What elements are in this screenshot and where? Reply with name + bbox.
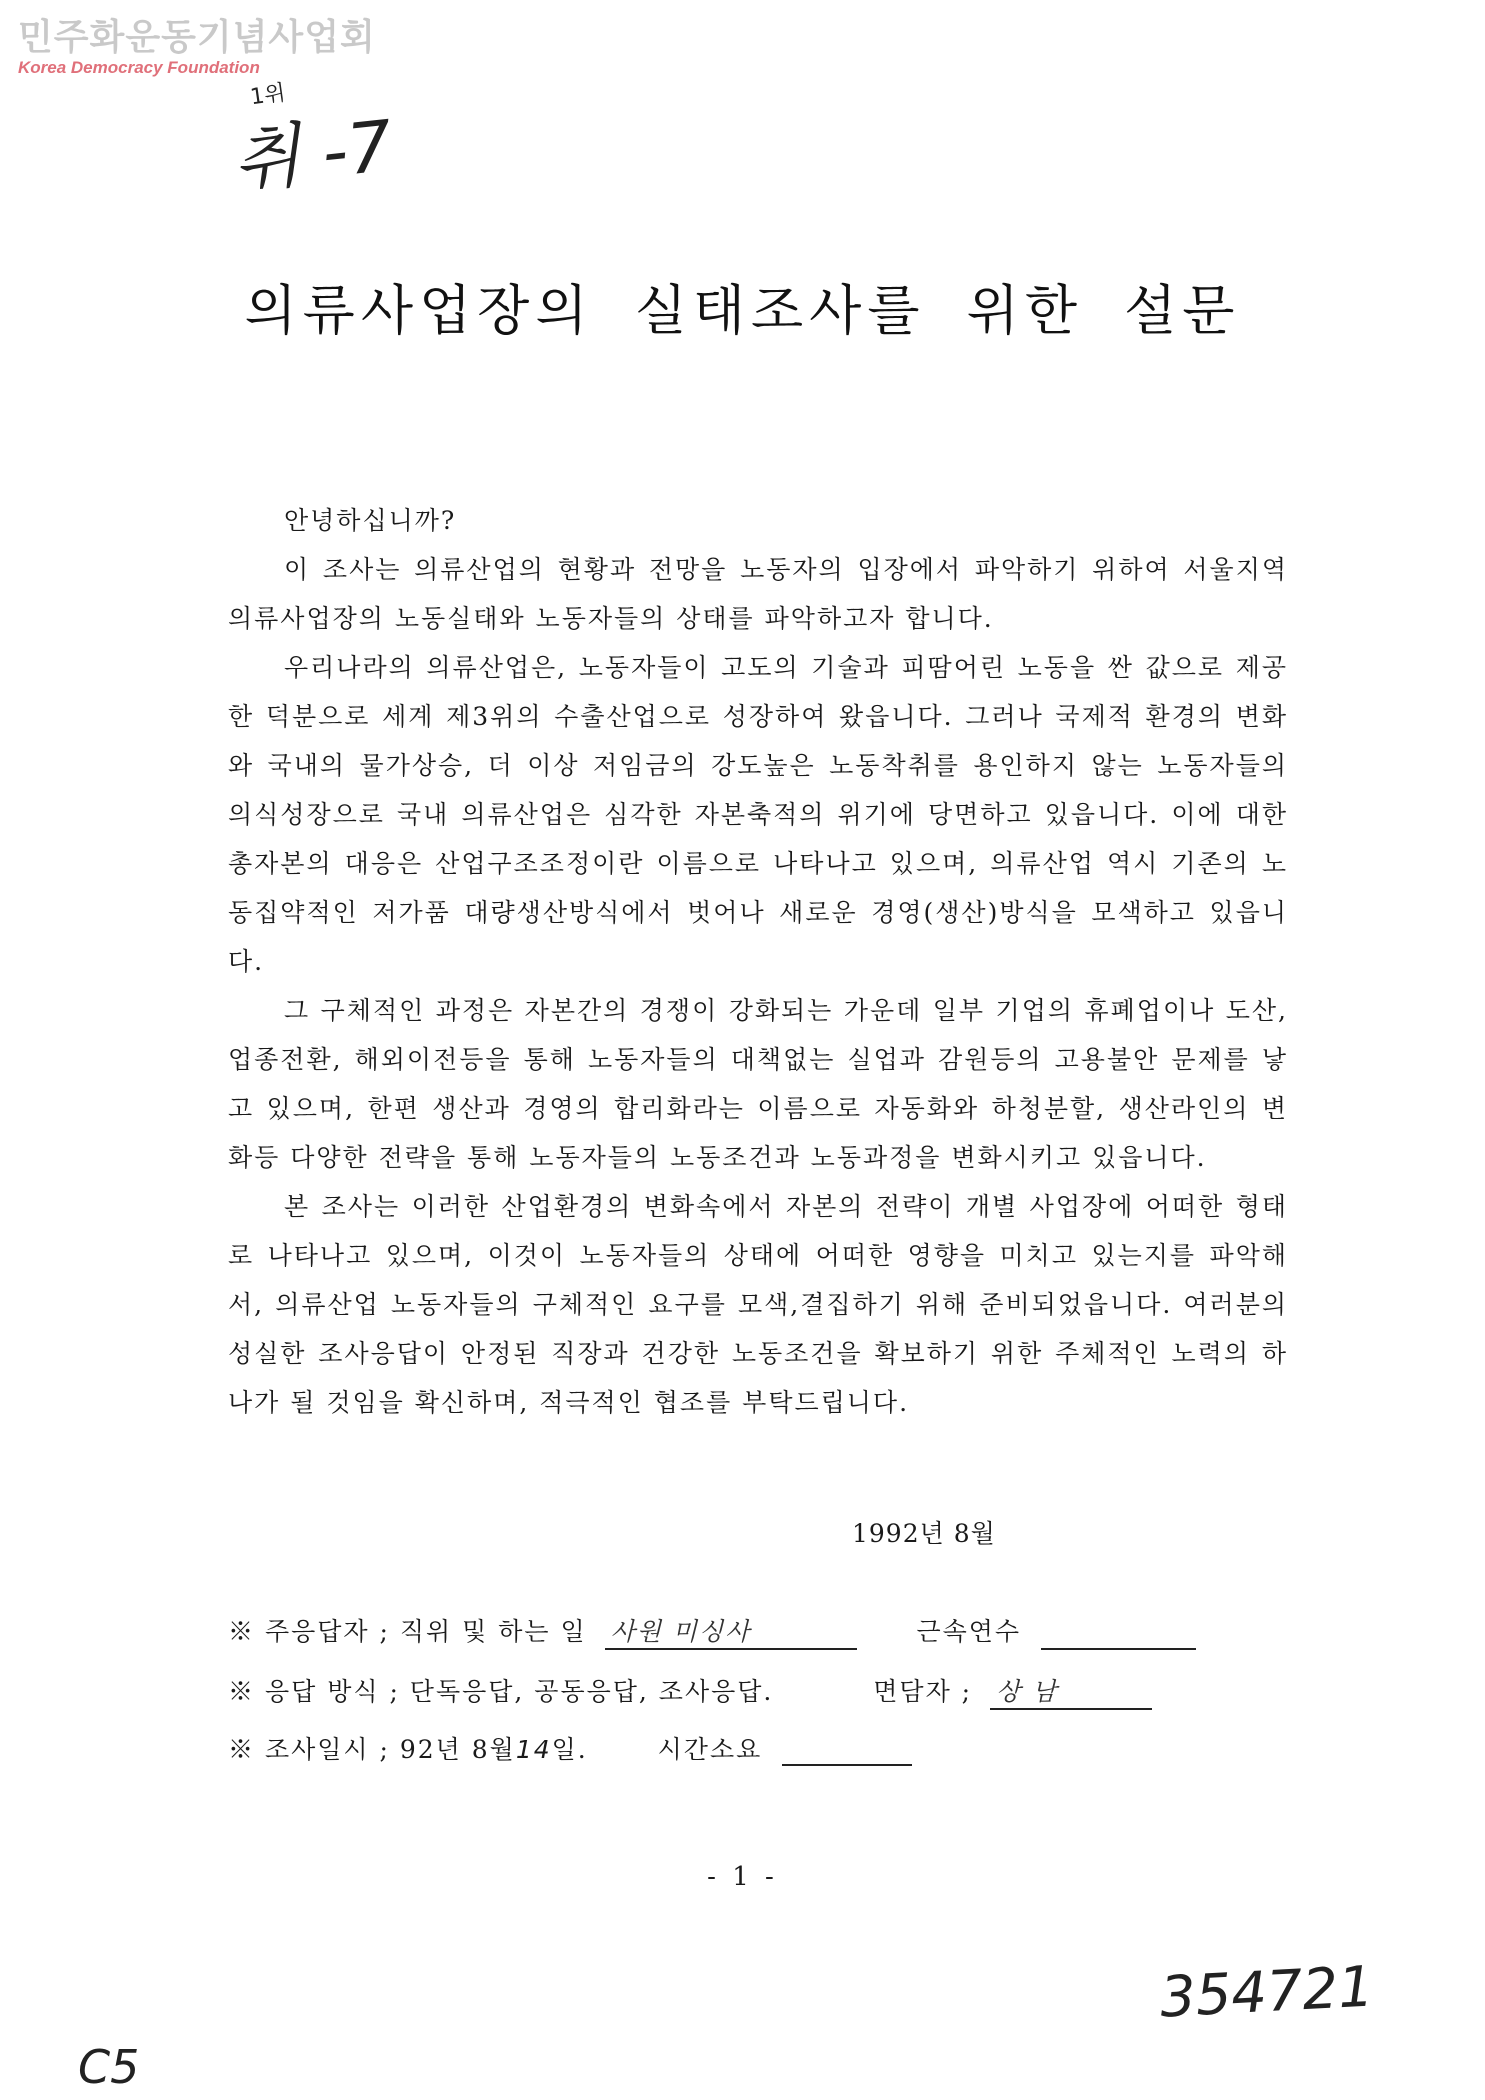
- duration-blank: [782, 1742, 912, 1766]
- tenure-blank: [1041, 1626, 1196, 1650]
- greeting: 안녕하십니까?: [284, 506, 457, 535]
- handwritten-top-mark: 취 -7: [228, 104, 397, 204]
- tenure-label: 근속연수: [916, 1617, 1022, 1646]
- document-title: 의류사업장의 실태조사를 위한 설문: [244, 279, 1241, 342]
- paragraph-4: 본 조사는 이러한 산업환경의 변화속에서 자본의 전략이 개별 사업장에 어떠한 형태로 나타나고 있으며, 이것이 노동자들의 상태에 어떠한 영향을 미치고 있는지를 파악해서, 의류산업 노동자들의 구체적인 요구를 모색,결집하기 위해 준비되었읍니다. 여러분의 성실한 조사응답이 안정된 직장과 건강한 노동조건을 확보하기 위한 주체적인 노력의 하나가 될 것임을 확신하며, 적극적인 협조를 부탁드립니다.: [228, 1192, 1288, 1417]
- foundation-watermark: [18, 18, 376, 78]
- respondent-value: 사원 미싱사: [605, 1612, 857, 1650]
- survey-date: 1992년 8월: [852, 1519, 996, 1548]
- respondent-row: [228, 1612, 1196, 1650]
- letter-body: [228, 496, 1288, 1427]
- paragraph-3: 그 구체적인 과정은 자본간의 경쟁이 강화되는 가운데 일부 기업의 휴폐업이나 도산, 업종전환, 해외이전등을 통해 노동자들의 대책없는 실업과 감원등의 고용불안 문제를 낳고 있으며, 한편 생산과 경영의 합리화라는 이름으로 자동화와 하청분할, 생산라인의 변화등 다양한 전략을 통해 노동자들의 노동조건과 노동과정을 변화시키고 있읍니다.: [228, 996, 1288, 1172]
- survey-date-suffix: 일.: [551, 1735, 588, 1764]
- survey-date-day: 14: [515, 1735, 552, 1764]
- watermark-english: Korea Democracy Foundation: [18, 58, 260, 77]
- handwritten-corner-mark: C5: [78, 2040, 140, 2094]
- method-row: [228, 1672, 1152, 1710]
- duration-label: 시간소요: [657, 1735, 763, 1764]
- survey-date-row: [228, 1730, 912, 1766]
- method-label: ※ 응답 방식 ; 단독응답, 공동응답, 조사응답.: [228, 1677, 774, 1706]
- respondent-label: ※ 주응답자 ; 직위 및 하는 일: [228, 1617, 587, 1646]
- handwritten-archive-number: 354721: [1158, 1954, 1376, 2031]
- watermark-korean: 민주화운동기념사업회: [18, 17, 376, 58]
- paragraph-2: 우리나라의 의류산업은, 노동자들이 고도의 기술과 피땀어린 노동을 싼 값으로 제공한 덕분으로 세계 제3위의 수출산업으로 성장하여 왔읍니다. 그러나 국제적 환경의 변화와 국내의 물가상승, 더 이상 저임금의 강도높은 노동착취를 용인하지 않는 노동자들의 의식성장으로 국내 의류산업은 심각한 자본축적의 위기에 당면하고 있읍니다. 이에 대한 총자본의 대응은 산업구조조정이란 이름으로 나타나고 있으며, 의류산업 역시 기존의 노동집약적인 저가품 대량생산방식에서 벗어나 새로운 경영(생산)방식을 모색하고 있읍니다.: [228, 653, 1288, 976]
- page-number: - 1 -: [707, 1862, 778, 1892]
- handwritten-top-small: 1위: [248, 80, 288, 111]
- survey-date-prefix: ※ 조사일시 ; 92년 8월: [228, 1735, 516, 1764]
- interviewer-value: 상 남: [990, 1672, 1152, 1710]
- interviewer-label: 면담자 ;: [873, 1677, 973, 1706]
- paragraph-1: 이 조사는 의류산업의 현황과 전망을 노동자의 입장에서 파악하기 위하여 서울지역 의류사업장의 노동실태와 노동자들의 상태를 파악하고자 합니다.: [228, 555, 1288, 633]
